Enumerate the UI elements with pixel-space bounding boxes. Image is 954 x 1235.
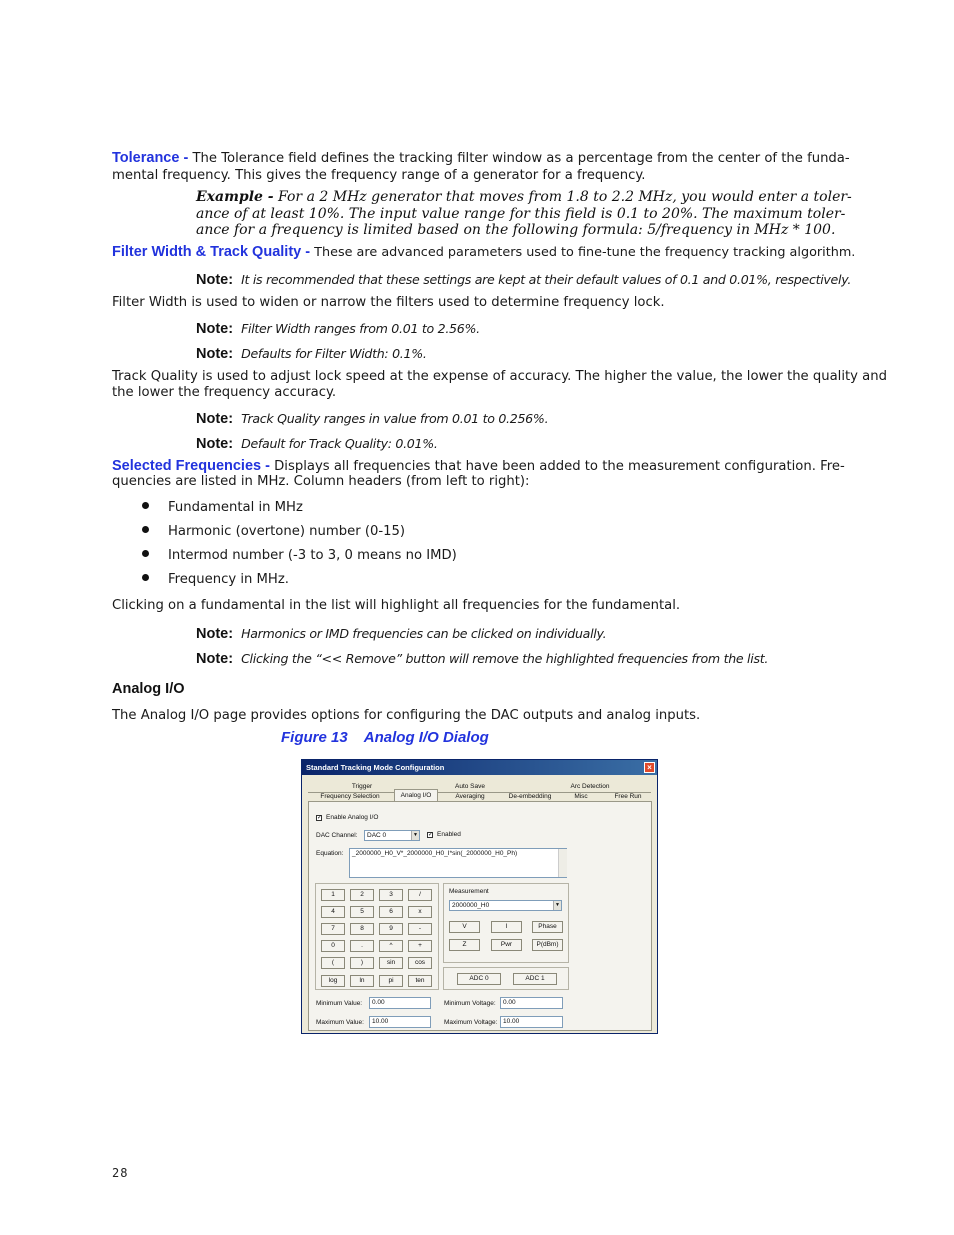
filter-width-term: Filter Width & Track Quality -	[112, 244, 311, 260]
calc-button[interactable]: 6	[379, 906, 403, 918]
calc-button[interactable]: cos	[408, 957, 432, 969]
calc-button[interactable]: 2	[350, 889, 374, 901]
dialog-title: Standard Tracking Mode Configuration	[306, 763, 445, 772]
selected-frequencies-line2: quencies are listed in MHz. Column headers (from left to right):	[112, 474, 530, 489]
analog-io-paragraph: The Analog I/O page provides options for configuring the DAC outputs and analog inputs.	[112, 708, 701, 723]
calc-button[interactable]: log	[321, 975, 345, 987]
note-label: Note:	[196, 436, 234, 452]
max-value-label: Maximum Value:	[316, 1019, 364, 1026]
note-3	[196, 343, 427, 362]
max-voltage-label: Maximum Voltage:	[444, 1019, 498, 1026]
dac-channel-value: DAC 0	[367, 832, 387, 839]
calc-button[interactable]: x	[408, 906, 432, 918]
note-text: Clicking the “<< Remove” button will remove the highlighted frequencies from the list.	[241, 651, 769, 666]
calc-button[interactable]: )	[350, 957, 374, 969]
note-text: Track Quality ranges in value from 0.01 to 0.256%.	[241, 411, 549, 426]
analog-io-dialog	[301, 759, 658, 1034]
measurement-button[interactable]: Z	[449, 939, 480, 951]
tab-de-embedding[interactable]: De-embedding	[508, 793, 552, 800]
calc-button[interactable]: pi	[379, 975, 403, 987]
example-text1: For a 2 MHz generator that moves from 1.8 to 2.2 MHz, you would enter a toler-	[273, 189, 852, 205]
measurement-label: Measurement	[449, 888, 489, 895]
note-4	[196, 408, 548, 427]
note-7	[196, 648, 768, 667]
calc-button[interactable]: ln	[350, 975, 374, 987]
calc-button[interactable]: 8	[350, 923, 374, 935]
filter-width-paragraph	[112, 244, 855, 261]
note-text: Harmonics or IMD frequencies can be clicked on individually.	[241, 626, 607, 641]
measurement-button[interactable]: V	[449, 921, 480, 933]
measurement-button[interactable]: Phase	[532, 921, 563, 933]
equation-input[interactable]	[349, 848, 567, 878]
calc-button[interactable]: /	[408, 889, 432, 901]
tolerance-term: Tolerance -	[112, 150, 189, 166]
bullet-item: Harmonic (overtone) number (0-15)	[168, 524, 406, 539]
note-label: Note:	[196, 321, 234, 337]
note-label: Note:	[196, 272, 234, 288]
calc-button[interactable]: .	[350, 940, 374, 952]
measurement-button[interactable]: I	[491, 921, 522, 933]
measurement-select[interactable]	[449, 900, 562, 911]
tab-analog-io[interactable]: Analog I/O	[394, 789, 438, 801]
calc-button[interactable]: +	[408, 940, 432, 952]
equation-scrollbar[interactable]	[558, 849, 567, 877]
filter-width-text: These are advanced parameters used to fine-tune the frequency tracking algorithm.	[310, 245, 856, 260]
bullet-item: Fundamental in MHz	[168, 500, 303, 515]
selected-frequencies-paragraph	[112, 458, 845, 475]
page-number: 28	[112, 1166, 129, 1180]
tolerance-paragraph	[112, 150, 852, 167]
dac-channel-label: DAC Channel:	[316, 832, 358, 839]
min-voltage-label: Minimum Voltage:	[444, 1000, 496, 1007]
note-text: It is recommended that these settings are kept at their default values of 0.1 and 0.01%, respectively.	[241, 272, 852, 287]
calc-button[interactable]: 9	[379, 923, 403, 935]
note-label: Note:	[196, 346, 234, 362]
dac-channel-select[interactable]	[364, 830, 420, 841]
tab-free-run[interactable]: Free Run	[614, 793, 642, 800]
enable-analog-label: Enable Analog I/O	[326, 814, 379, 821]
tab-averaging[interactable]: Averaging	[455, 793, 485, 800]
min-value-input[interactable]: 0.00	[369, 997, 431, 1009]
note-6	[196, 623, 606, 642]
track-quality-line2: the lower the frequency accuracy.	[112, 385, 337, 400]
tolerance-line2: mental frequency. This gives the frequency range of a generator for a frequency.	[112, 168, 646, 183]
tab-arc-detection[interactable]: Arc Detection	[570, 783, 610, 790]
equation-value: _2000000_H0_V*_2000000_H0_I*sin(_2000000_H0_Ph)	[352, 850, 518, 857]
note-text: Filter Width ranges from 0.01 to 2.56%.	[241, 321, 480, 336]
calc-button[interactable]: 0	[321, 940, 345, 952]
measurement-button[interactable]: P(dBm)	[532, 939, 563, 951]
note-5	[196, 433, 438, 452]
bullet-dot	[142, 526, 149, 533]
bullet-item: Frequency in MHz.	[168, 572, 289, 587]
calc-button[interactable]: 3	[379, 889, 403, 901]
chevron-down-icon: ▼	[553, 901, 561, 910]
note-1	[196, 269, 851, 288]
calc-button[interactable]: 5	[350, 906, 374, 918]
note-label: Note:	[196, 651, 234, 667]
calc-button[interactable]: -	[408, 923, 432, 935]
bullet-dot	[142, 550, 149, 557]
calc-button[interactable]: 4	[321, 906, 345, 918]
bullet-item: Intermod number (-3 to 3, 0 means no IMD)	[168, 548, 457, 563]
min-voltage-input[interactable]: 0.00	[500, 997, 563, 1009]
calc-button[interactable]: ^	[379, 940, 403, 952]
tolerance-line1: The Tolerance field defines the tracking filter window as a percentage from the center of the funda-	[188, 151, 850, 166]
max-value-input[interactable]: 10.00	[369, 1016, 431, 1028]
calc-button[interactable]: 7	[321, 923, 345, 935]
track-quality-line1: Track Quality is used to adjust lock speed at the expense of accuracy. The higher the value, the lower the quality and	[112, 369, 887, 384]
example-line1	[196, 189, 852, 206]
note-label: Note:	[196, 626, 234, 642]
example-line3: ance for a frequency is limited based on the following formula: 5/frequency in MHz * 100.	[196, 222, 836, 238]
clicking-paragraph: Clicking on a fundamental in the list will highlight all frequencies for the fundamental.	[112, 598, 681, 613]
tab-trigger[interactable]: Trigger	[351, 783, 373, 790]
calc-button[interactable]: sin	[379, 957, 403, 969]
close-icon[interactable]: ×	[644, 762, 655, 773]
example-label: Example -	[196, 189, 274, 205]
selected-frequencies-term: Selected Frequencies -	[112, 458, 270, 474]
filter-width-para: Filter Width is used to widen or narrow the filters used to determine frequency lock.	[112, 295, 665, 310]
adc-0-button[interactable]: ADC 0	[457, 973, 501, 985]
enabled-label: Enabled	[437, 831, 461, 838]
tab-misc[interactable]: Misc	[574, 793, 588, 800]
note-label: Note:	[196, 411, 234, 427]
note-text: Default for Track Quality: 0.01%.	[241, 436, 438, 451]
figure-caption: Figure 13 Analog I/O Dialog	[281, 729, 489, 746]
enabled-checkbox[interactable]: ✓	[428, 832, 434, 838]
calc-button[interactable]: ten	[408, 975, 432, 987]
chevron-down-icon: ▼	[411, 831, 419, 840]
adc-1-button[interactable]: ADC 1	[513, 973, 557, 985]
equation-label: Equation:	[316, 850, 344, 857]
example-line2: ance of at least 10%. The input value range for this field is 0.1 to 20%. The maximum toler-	[196, 206, 846, 222]
calc-button[interactable]: (	[321, 957, 345, 969]
enable-analog-checkbox[interactable]: ✓	[317, 815, 323, 821]
note-text: Defaults for Filter Width: 0.1%.	[241, 346, 427, 361]
selected-frequencies-line1: Displays all frequencies that have been added to the measurement configuration. Fre-	[269, 459, 845, 474]
analog-io-heading: Analog I/O	[112, 681, 185, 697]
max-voltage-input[interactable]: 10.00	[500, 1016, 563, 1028]
note-2	[196, 318, 480, 337]
tab-frequency-selection[interactable]: Frequency Selection	[320, 793, 380, 800]
tab-auto-save[interactable]: Auto Save	[455, 783, 485, 790]
measurement-value: 2000000_H0	[452, 902, 490, 909]
bullet-dot	[142, 502, 149, 509]
bullet-dot	[142, 574, 149, 581]
dialog-titlebar	[302, 760, 657, 775]
min-value-label: Minimum Value:	[316, 1000, 363, 1007]
calc-button[interactable]: 1	[321, 889, 345, 901]
measurement-button[interactable]: Pwr	[491, 939, 522, 951]
